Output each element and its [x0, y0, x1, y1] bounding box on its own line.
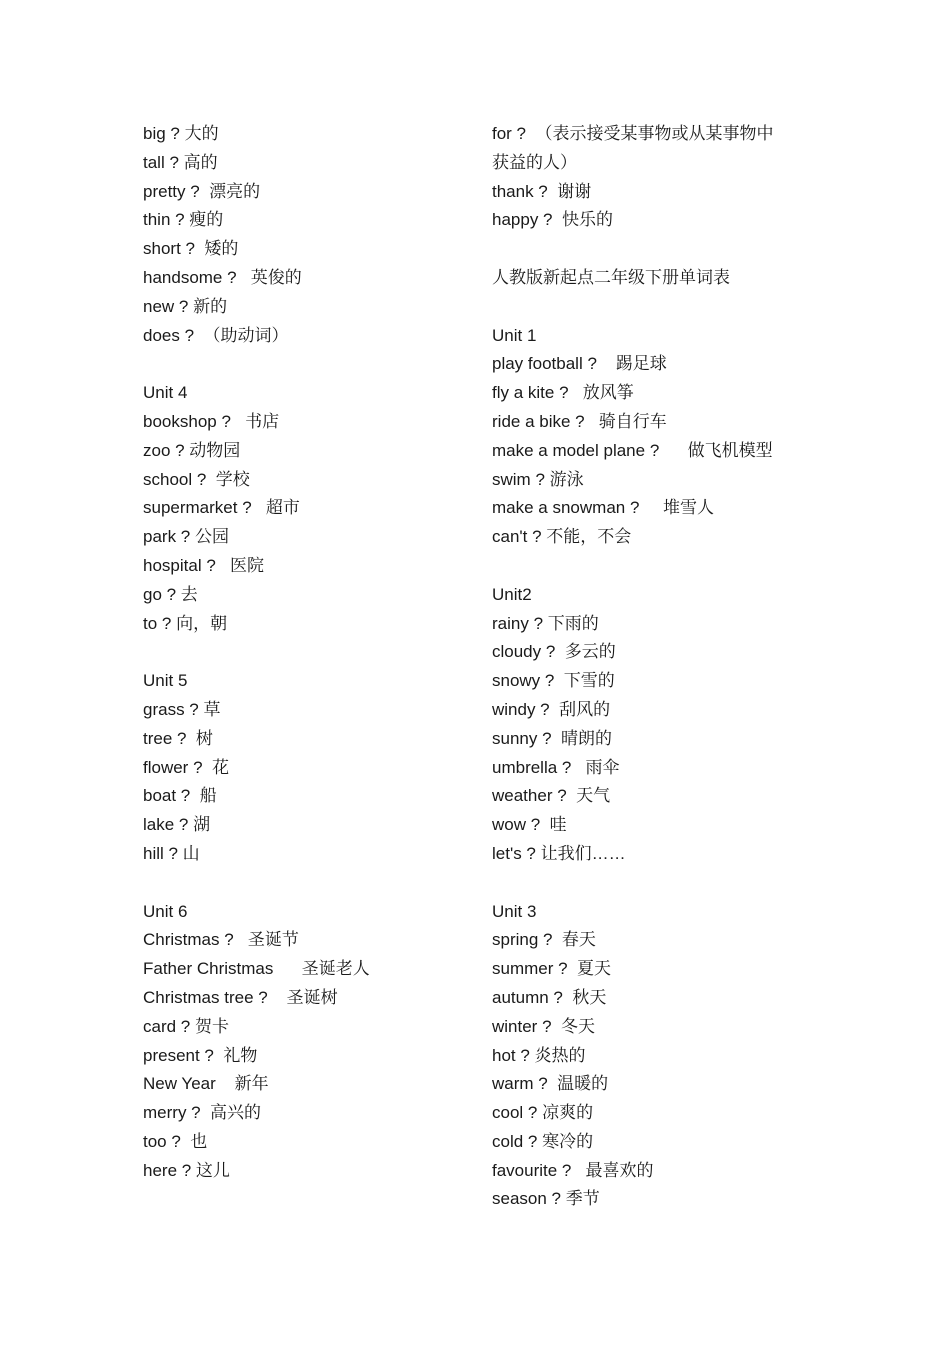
vocab-entry: 获益的人）: [492, 152, 577, 172]
vocab-entry: present ? 礼物: [143, 1045, 258, 1065]
blank-line: [143, 350, 463, 379]
vocab-entry: big ? 大的: [143, 124, 219, 143]
vocab-entry: New Year 新年: [143, 1074, 269, 1094]
vocab-entry: play football ? 踢足球: [492, 354, 667, 374]
vocab-entry: make a model plane ? 做飞机模型: [492, 440, 773, 460]
vocab-entry: tree ? 树: [143, 728, 213, 748]
vocab-entry: park ? 公园: [143, 527, 229, 547]
unit-heading: Unit 5: [143, 671, 188, 691]
vocab-entry: Father Christmas 圣诞老人: [143, 959, 370, 979]
vocab-entry: too ? 也: [143, 1131, 208, 1151]
vocab-entry: wow ? 哇: [492, 815, 567, 835]
vocab-entry: hill ? 山: [143, 843, 200, 863]
vocab-entry: merry ? 高兴的: [143, 1103, 262, 1123]
vocab-entry: cool ? 凉爽的: [492, 1103, 594, 1123]
vocab-entry: happy ? 快乐的: [492, 210, 613, 230]
vocab-entry: swim ? 游泳: [492, 469, 584, 489]
vocab-entry: ride a bike ? 骑自行车: [492, 411, 667, 431]
vocab-entry: Christmas ? 圣诞节: [143, 930, 299, 950]
vocab-entry: sunny ? 晴朗的: [492, 728, 612, 748]
right-column: [492, 120, 792, 1214]
vocab-entry: umbrella ? 雨伞: [492, 757, 620, 777]
vocab-entry: can't ? 不能，不会: [492, 527, 632, 547]
vocab-entry: school ? 学校: [143, 469, 250, 489]
vocab-entry: boat ? 船: [143, 786, 217, 806]
vocab-entry: hospital ? 医院: [143, 555, 264, 575]
vocab-entry: supermarket ? 超市: [143, 498, 300, 518]
unit-heading: Unit 3: [492, 901, 537, 921]
blank-line: [492, 552, 792, 581]
section-title: 人教版新起点二年级下册单词表: [492, 267, 730, 287]
vocab-entry: winter ? 冬天: [492, 1016, 595, 1036]
vocab-entry: go ? 去: [143, 584, 198, 604]
unit-heading: Unit 4: [143, 383, 188, 403]
vocab-entry: windy ? 刮风的: [492, 699, 611, 719]
vocab-entry: thin ? 瘦的: [143, 210, 224, 230]
vocab-entry: make a snowman ? 堆雪人: [492, 498, 715, 518]
vocab-entry: flower ? 花: [143, 757, 229, 777]
vocab-entry: for ? （表示接受某事物或从某事物中: [492, 124, 774, 143]
vocab-entry: zoo ? 动物园: [143, 440, 241, 460]
vocab-entry: short ? 矮的: [143, 239, 239, 259]
vocab-entry: hot ? 炎热的: [492, 1045, 586, 1065]
left-column: [143, 120, 463, 1185]
blank-line: [492, 235, 792, 264]
blank-line: [143, 638, 463, 667]
vocab-entry: bookshop ? 书店: [143, 411, 280, 431]
vocab-entry: to ? 向，朝: [143, 613, 228, 633]
vocab-entry: Christmas tree ? 圣诞树: [143, 987, 338, 1007]
vocab-entry: tall ? 高的: [143, 152, 218, 172]
vocab-entry: pretty ? 漂亮的: [143, 181, 261, 201]
vocab-entry: here ? 这儿: [143, 1160, 230, 1180]
vocab-entry: snowy ? 下雪的: [492, 671, 615, 691]
vocab-entry: favourite ? 最喜欢的: [492, 1160, 654, 1180]
vocab-entry: new ? 新的: [143, 296, 228, 316]
blank-line: [143, 869, 463, 898]
vocab-entry: warm ? 温暖的: [492, 1074, 609, 1094]
unit-heading: Unit 1: [492, 325, 537, 345]
blank-line: [492, 293, 792, 322]
vocab-entry: rainy ? 下雨的: [492, 613, 599, 633]
vocab-entry: fly a kite ? 放风筝: [492, 383, 634, 403]
vocab-entry: season ? 季节: [492, 1189, 600, 1209]
vocab-entry: spring ? 春天: [492, 930, 596, 950]
vocab-entry: grass ? 草: [143, 699, 221, 719]
vocab-entry: thank ? 谢谢: [492, 181, 592, 201]
vocab-entry: autumn ? 秋天: [492, 987, 607, 1007]
vocab-entry: does ? （助动词）: [143, 325, 289, 345]
unit-heading: Unit 6: [143, 901, 188, 921]
vocab-entry: cold ? 寒冷的: [492, 1131, 594, 1151]
blank-line: [492, 869, 792, 898]
vocab-entry: let's ? 让我们……: [492, 843, 626, 863]
vocab-entry: weather ? 天气: [492, 786, 611, 806]
unit-heading: Unit2: [492, 584, 532, 604]
vocab-entry: lake ? 湖: [143, 815, 211, 835]
vocab-entry: summer ? 夏天: [492, 959, 612, 979]
vocab-entry: card ? 贺卡: [143, 1016, 229, 1036]
vocab-entry: handsome ? 英俊的: [143, 267, 302, 287]
vocab-entry: cloudy ? 多云的: [492, 642, 616, 662]
